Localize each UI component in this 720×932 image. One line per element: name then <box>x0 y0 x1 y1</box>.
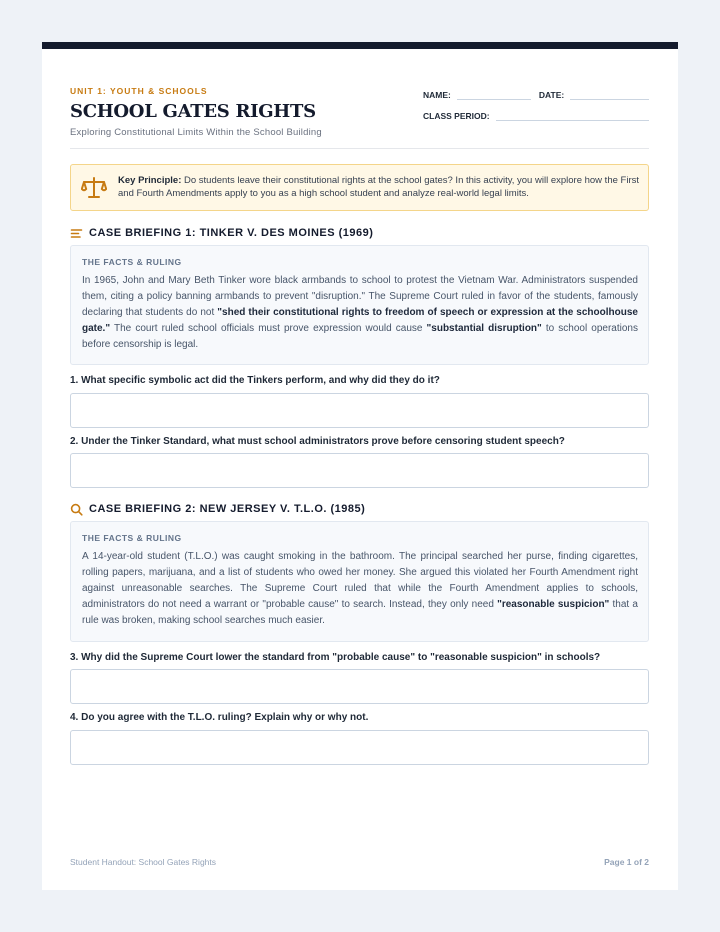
case-2-facts-box <box>70 521 649 642</box>
case-briefing-1-heading: CASE BRIEFING 1: TINKER V. DES MOINES (1969) <box>70 225 373 241</box>
search-icon <box>70 503 83 516</box>
class-period-field[interactable] <box>496 109 649 121</box>
list-icon <box>70 227 83 240</box>
unit-label: UNIT 1: YOUTH & SCHOOLS <box>70 86 208 96</box>
footer-handout-title: Student Handout: School Gates Rights <box>70 857 217 867</box>
answer-box-1[interactable] <box>70 393 649 428</box>
class-period-label: CLASS PERIOD: <box>423 111 490 121</box>
page-title: SCHOOL GATES RIGHTS <box>70 101 316 122</box>
question-3: 3. Why did the Supreme Court lower the standard from "probable cause" to "reasonable suspicion" in schools? <box>70 652 601 663</box>
case-briefing-2-heading: CASE BRIEFING 2: NEW JERSEY V. T.L.O. (1985) <box>70 501 365 517</box>
name-label: NAME: <box>423 90 451 100</box>
student-info-fields <box>423 84 649 126</box>
date-field[interactable] <box>570 88 649 100</box>
case-1-facts-text: In 1965, John and Mary Beth Tinker wore black armbands to school to protest the Vietnam War. Administrators suspended them, citing a policy banning armbands to prevent "disruption." The Supreme Court ruled in favor of the students, famously declaring that students do not "shed their constitutional rights to freedom of speech or expression at the schoolhouse gate." The court ruled school officials must prove expression would cause "substantial disruption" to school operations before censorship is legal. <box>82 275 638 350</box>
case-2-facts-text: A 14-year-old student (T.L.O.) was caught smoking in the bathroom. The principal searched her purse, finding cigarettes, rolling papers, marijuana, and a list of students who owed her money. She argued this violated her Fourth Amendment right against unreasonable searches. The Supreme Court ruled that while the Fourth Amendment applies to schools, administrators do not need a warrant or "probable cause" to search. Instead, they only need "reasonable suspicion" that a rule was broken, making school searches much easier. <box>82 551 638 626</box>
worksheet-header <box>70 49 649 149</box>
facts-label: THE FACTS & RULING <box>82 257 182 267</box>
question-1: 1. What specific symbolic act did the Tinkers perform, and why did they do it? <box>70 375 440 386</box>
question-2: 2. Under the Tinker Standard, what must school administrators prove before censoring student speech? <box>70 436 565 447</box>
answer-box-3[interactable] <box>70 669 649 704</box>
answer-box-2[interactable] <box>70 453 649 488</box>
case-1-facts-box <box>70 245 649 365</box>
worksheet-page <box>42 42 678 890</box>
question-4: 4. Do you agree with the T.L.O. ruling? Explain why or why not. <box>70 712 369 723</box>
answer-box-4[interactable] <box>70 730 649 765</box>
facts-label: THE FACTS & RULING <box>82 533 182 543</box>
footer-page-number: Page 1 of 2 <box>604 857 649 867</box>
scale-icon <box>81 175 107 201</box>
key-principle-callout <box>70 164 649 211</box>
name-field[interactable] <box>457 88 531 100</box>
key-principle-text: Key Principle: Do students leave their constitutional rights at the school gates? In this activity, you will explore how the First and Fourth Amendments apply to you as a high school student and analyze real-world legal limits. <box>118 175 639 199</box>
date-label: DATE: <box>538 90 565 100</box>
worksheet-content <box>70 49 649 723</box>
page-subtitle: Exploring Constitutional Limits Within the School Building <box>70 127 322 138</box>
